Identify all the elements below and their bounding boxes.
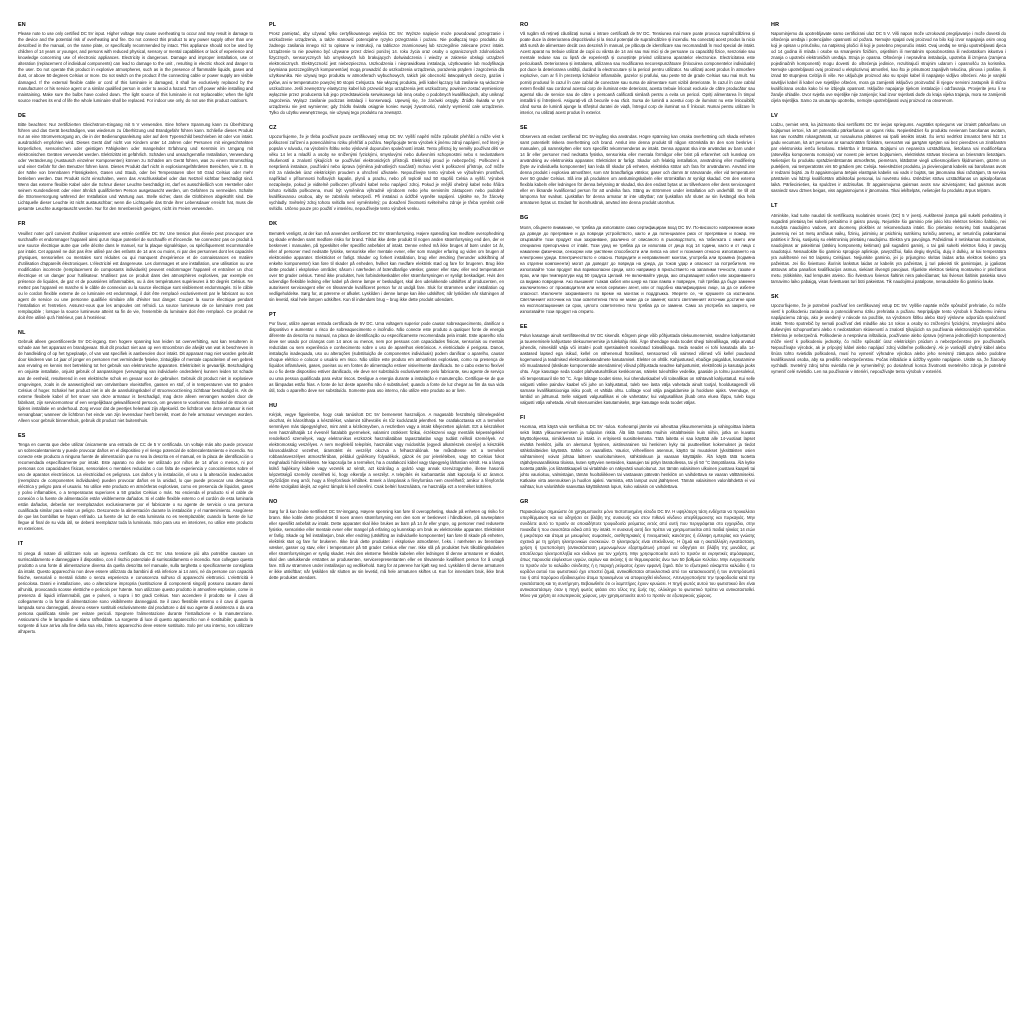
language-code-label: DE: [18, 112, 26, 119]
text-column-3: [520, 22, 755, 1014]
language-section-it: [18, 541, 253, 635]
language-section-gr: [520, 499, 755, 599]
language-section-hu: [269, 403, 504, 491]
language-section-no: [269, 499, 504, 581]
language-code-label: PL: [269, 22, 277, 28]
language-section-bg: [520, 215, 755, 315]
language-section-cz: [269, 125, 504, 213]
safety-paragraph: Por favor, utilize apenas entrada certificada de 5V DC. Uma voltagem superior pode causar sobreaquecimento, danificar o dispositivo e aumentar o risco de sobreaquecimento e incêndio. Não conecte este produto a qualquer fonte de energia diferente da descrita no manual, na placa de identificação ou especificamente recomendada pela intakt. Este aparelho não deve ser usado por crianças com 14 anos ou menos, nem por pessoas com capacidades físicas, sensoriais ou mentais reduzidas ou sem experiência e conhecimento sobre o uso de aparelhos eletrónicos. A eletricidade é perigosa. Danos, instalação inadequada, uso ou alterações (substituição de componentes individuais) podem danificar o aparelho, causar choque elétrico e colocar o usuário em risco. Não utilize este produto em atmosferas explosivas, como na presença de líquidos inflamáveis, gases, poeiras ou em fontes de alimentação estiver visivelmente danificado. Se o cabo externo flexível ou o fio deste dispositivo estiver danificado, ele deve ser substituído exclusivamente pelo fabricante, seu agente de serviço ou uma pessoa qualificada para evitar riscos. Desligue a energia durante a instalação e manutenção. Certifique-se de que as lâmpadas estão frias. A fonte de luz deste aparelho não é substituível; quando a fonte de luz chegar ao fim da sua vida útil, todo o aparelho deve ser substituído. Somente para uso interno, não utilize este produto ao ar livre.: [269, 321, 504, 393]
language-code-label: NL: [18, 330, 26, 337]
language-section-pl: [269, 22, 504, 116]
language-section-lt: [771, 203, 1006, 285]
language-section-dk: [269, 221, 504, 303]
language-section-ro: [520, 22, 755, 116]
language-code-label: CZ: [269, 124, 277, 131]
language-code-label: EE: [520, 324, 528, 331]
language-section-hr: [771, 22, 1006, 104]
language-section-pt: [269, 312, 504, 394]
language-code-label: LT: [771, 203, 778, 210]
safety-paragraph: Sørg for å kun bruke sertifisert DC 5V-inngang. Høyere spenning kan føre til overoppheting, skade på enheten og risiko for brann. Ikke koble dette produktet til noen annen strømforsyning enn den som er beskrevet i håndboken, på navneplaten eller spesifikt anbefalt av intakt. Dette apparatet skal ikke brukes av barn på 14 år eller yngre, og personer med reduserte fysiske, sensoriske eller mentale evner eller mangel på erfaring og kunnskap om bruk av elektroniske apparater. Elektrisitet er farlig. Skade og feil installasjon, bruk eller endring (utskifting av individuelle komponenter) kan føre til skade på enheten, elektrisk støt og fare for brukeren. Ikke bruk dette produktet i eksplosive atmosfærer, f.eks. i nærheten av brennbare væsker, gasser og støv, eller i temperaturer på 50 grader Celsius eller mer. Ikke slå på produktet hvis tilkoblingskabelen eller strømforsyningen er synlig skadet. Hvis den eksterne fleksible kabelen eller ledningen til denne armaturen er skadet, skal den utelukkende erstattes av produsenten, servicerepresentanten eller en tilsvarende kvalifisert person for å unngå fare. Slå av strømmen under installasjon og vedlikehold. Sørg for at pærene har kjølt seg ned. Lyskilden til denne armaturen er ikke utskiftbar; når lyskilden når slutten av sin levetid, må hele armaturen skiftes ut. Kun for innendørs bruk, ikke bruk dette produktet utendørs.: [269, 508, 504, 580]
language-code-label: BG: [520, 215, 529, 222]
language-section-ee: [520, 324, 755, 406]
safety-paragraph: Bemærk venligst, at der kun må anvendes certificeret DC 5V strømforsyning. Højere spænding kan medføre overophedning og skade enheden samt medføre risiko for brand. Tilslut ikke dette produkt til nogen anden strømforsyning end den, der er beskrevet i manualen, på typeskiltet eller specifikt anbefalet af intakt. Denne enhed må ikke bruges af børn under 14 år, eller af personer med nedsatte fysiske, sensoriske eller mentale evner, eller som mangler erfaring og viden om brugen af elektroniske apparater. Elektricitet er farligt. Skader og forkert installation, brug eller ændring (herunder udskiftning af enkelte komponenter) kan føre til skader på enheden, hvilket kan medføre elektrisk stød og fare for brugeren. Brug ikke dette produkt i eksplosive områder, såsom i nærheden af brændbarlige væsker, gasser eller støv, eller ved temperaturer over 50 grader celsius. Tænd ikke produktet, hvis forbindelseskablet eller strømforsyningen er synligt beskadiget. Hvis den udvendige fleksible ledning eller kabel på denne lampe er beskadiget, skal den udelukkende udskiftes af producenten, en autoriseret serviceagent eller en tilsvarende kvalificeret person for at undgå fare. Sluk for strømmen under installation og vedligeholdelse. Sørg for, at pærerne er afkølet. Lyskilden i denne lampe kan ikke udskiftes; når lyskilden når slutningen af sin levetid, skal hele lampen udskiftes. Kun til indendørs brug – brug ikke dette produkt udendørs.: [269, 230, 504, 302]
language-code-label: EN: [18, 22, 26, 28]
language-code-label: IT: [18, 541, 24, 548]
safety-paragraph: Kérjük, vegye figyelembe, hogy csak tanúsított DC 5V bemenetet használjon. A magasabb feszültség túlmelegedést okozhat, és károsíthatja a készüléket, valamint túlhevülés és tűz kockázatát jelentheti. Ne csatlakoztassa ezt a terméket semmilyen más tápegységhez, mint amit a kézikönyvben, a reszletben vagy a intakt kifejezetten ajánlott. Ezt a készüléket nem használhatják 14 évesnél fiatalabb gyermekek, valamint csökkent fizikai, érzékszervi vagy mentális képességekkel rendelkező személyek, vagy elektronikus eszközök használatában tapasztalatlan vagy tudást nélküli személyek. Az elektromosság veszélyes. A nem megfelelő telepítés, használat vagy módosítás (egyedi alkatrészek cseréje) a készülék károsodásához vezethet, áramütést és veszélyt okozva a felhasználónak. Ne működtesse ezt a terméket robbanásveszélyes atmoszférában, például gyúlékony folyadékok, gázok és por jelenlétében, vagy 50 Celsius fokot meghaladó hőmérsékleten. Ne kapcsolja be a terméket, ha a csatlakozó kábel vagy tápegység láthatóan sérült. Ha a lámpa külső hajlékony kábele vagy vezeték az sérült, azt kizárólag a gyártó vagy annak szervizügynöke, illetve hasonló képzettségű személy cserélheti ki, hogy elkerülje a veszélyt. A telepítés és karbantartás alatt kapcsolja ki az áramot. Győződjön meg arról, hogy a fényforrások lehűltek. Ennek a lámpának a fényforrása nem cserélhető; amikor a fényforrás elérte szolgálati idejét, az egész lámpát ki kell cserélni. Csak beltéri használatra, ne használja ezt a terméket kültéren.: [269, 411, 504, 490]
language-section-en: [18, 22, 253, 104]
text-column-2: [269, 22, 504, 1014]
safety-paragraph: Huomaa, että käytä vain sertifioitua DC 5V -tuloa. Korkeampi jännite voi aiheuttaa ylikuumenemista ja vahingoittaa laitetta sekä lisätä ylikuumenemisen ja tulipalon riskiä. Älä liitä tuotetta muihin virtalähteisiin kuin niihin, jotka on kuvattu käyttöohjeessa, nimikilvessä tai intakt. in erityisesti suosittelemana. Tätä laitetta ei saa käyttää alle 14-vuotiaat lapset eivätkä henkilöt, joilla on alentunut fyysinen, aistinvarainen tai henkinen kyky tai puutteelliset kokemukset ja tiedot sähkölaitteiden käytöstä. Sähkö on vaarallista. Vauriot, virheellinen asennus, käyttö tai muutokset (yksittäisten osien vaihtaminen) voivat johtaa laitteen vaurioitumiseen, sähköiskuun ja vaaraan käyttäjälle. Älä käytä tätä tuotetta räjähdysvaarallisissa tiloissa, kuten syttyvien nesteiden, kaasujen tai pölyn läsnäollessa, tai yli 50 °C lämpötilassa. Älä kytke tuotetta päälle, jos liitäntäkaapeli tai virtalähde on näkyvästi vaurioitunut. Jos tämän valaisimen ulkoinen joustava kaapeli tai johto vaurioituu, valmistajan, tämän huoltoliikkeen tai vastaavan pätevän henkilön on vaihdettava se vaaran välttämiseksi. Katkaise virta asennuksen ja huollon ajaksi. Varmista, että lamput ovat jäähtyneet. Tämän valaisimen valonlähdettä ei voi vaihtaa; kun valonlähde saavuttaa käyttöikänsä lopun, koko valaisin on vaihdettava.: [520, 423, 755, 490]
language-section-de: [18, 113, 253, 213]
language-code-label: PT: [269, 311, 277, 318]
safety-paragraph: Tenga en cuenta que debe utilizar únicamente una entrada de CC de 5 V certificada. Un voltaje más alto puede provocar un sobrecalentamiento y puede provocar daños en el dispositivo y el riesgo potencial de sobrecalentamiento e incendio. No conecte este producto a ninguna fuente de alimentación que no sea la descrita en el manual, en la placa de identificación o recomendada específicamente por intakt. Este aparato no debe ser utilizado por niños de 14 años o menos, ni por personas con capacidades físicas, sensoriales o mentales reducidas o con falta de experiencia y conocimientos sobre el uso de aparatos electrónicos. La electricidad es peligrosa. Los daños y la instalación, el uso o la alteración inadecuados (reemplazo de componentes individuales) pueden provocar daños en la unidad, lo que puede provocar una descarga eléctrica y peligro para el usuario. No utilice este producto en atmósferas explosivas, como en presencia de líquidos, gases y polvo inflamables, o a temperaturas superiores a 50 grados Celsius o más. No encienda el producto si el cable de conexión o la fuente de alimentación están visiblemente dañados. Si el cable flexible externo o el cordón de esta luminaria están dañados, deberán ser reemplazados exclusivamente por el fabricante o su agente de servicio o una persona cualificada similar para evitar un peligro. Desconecte la alimentación durante la instalación y el mantenimiento. Asegúrese de que las bombillas se hayan enfriado. La fuente de luz de esta luminaria no es reemplazable; cuando la fuente de luz llegue al final de su vida útil, se deberá reemplazar toda la luminaria. Solo para uso en interiores, no utilice este producto en exteriores.: [18, 442, 253, 532]
language-code-label: SK: [771, 293, 779, 300]
language-code-label: GR: [520, 499, 529, 506]
safety-paragraph: Prosz pamiętać, aby używać tylko certyfikowanego wejścia DC 5V. Wyższe napięcie może powodować przegrzanie i uszkodzenie urządzenia, a także stanowić potencjalne ryzyko przegrzania i pożaru. Nie podłączaj tego produktu do żadnego zasilania innego niż to opisane w instrukcji, na tabliczce znamionowej lub szczególnie zalecane przez intakt. Urządzenie to nie powinno być używane przez dzieci poniżej 14. roku życia oraz osoby o ograniczonych zdolnościach fizycznych, sensorycznych lub umysłowych lub brakujących doświadczenia i wiedzy w zakresie obsługi urządzeń elektronicznych. Elektryczność jest niebezpieczna. Uszkodzenia i nieprawidłowa instalacja, użytkowanie lub modyfikacja (wymiana poszczególnych komponentów) mogą prowadzić do uszkodzenia urządzenia, porażenia prądem i zagrożenia dla użytkownika. Nie używaj tego produktu w atmosferach wybuchowych, takich jak obecność łatwopalnych cieczy, gazów i pyłów, ani w temperaturze powyżej 50 stopni Celsjusza. Nie włączaj produktu, jeśli kabel łączący lub zasilanie są widocznie uszkodzone. Jeśli zewnętrzny elastyczny kabel lub przewód tego urządzenia jest uszkodzony, powinien zostać wymieniony wyłącznie przez producenta lub jego przedstawiciela serwisowego lub inną osobę o podobnych kwalifikacjach, aby uniknąć zagrożenia. Wyłącz zasilanie podczas instalacji i konserwacji. Upewnij się, że żarówki ostygły. Źródło światła w tym urządzeniu nie jest wymienne; gdy źródło światła osiągnie koniec swojej żywotności, należy wymienić całe urządzenie. Tylko do użytku wewnętrznego, nie używaj tego produktu na zewnątrz.: [269, 31, 504, 115]
language-section-nl: [18, 330, 253, 424]
language-code-label: HU: [269, 402, 278, 409]
language-code-label: NO: [269, 499, 278, 506]
safety-paragraph: Bitte beachten: Nur zertifizierten Gleichstrom-Eingang mit 5 V verwenden. Eine höhere Spannung kann zu Überhitzung führen und das Gerät beschädigen, was wiederum zu Überhitzung und Brandgefahr führen kann. Schließe dieses Produkt nur an eine Stromversorgung an, die in der Bedienungsanleitung oder auf dem Typenschild beschrieben ist oder von intakt. ausdrücklich empfohlen wird. Dieses Gerät darf nicht von Kindern unter 14 Jahren oder Personen mit eingeschränkten körperlichen, sensorischen oder geistigen Fähigkeiten oder mangelnder Erfahrung und Kenntnis im Umgang mit elektronischen Geräten verwendet werden. Elektrizität ist gefährlich. Schäden und unsachgemäße Installation, Verwendung oder Veränderung (Austausch einzelner Komponenten) können zu Schäden am Gerät führen, was zu einem Stromschlag und einer Gefahr für den Benutzer führen kann. Dieses Produkt darf nicht in explosionsgefährdeten Bereichen, wie z. B. in der Nähe von brennbaren Flüssigkeiten, Gasen und Staub, oder bei Temperaturen über 50 Grad Celsius oder mehr betrieben werden. Das Produkt nicht einschalten, wenn das Anschlusskabel oder das Netzteil sichtbar beschädigt sind. Wenn das externe flexible Kabel oder die Schnur dieser Leuchte beschädigt ist, darf es ausschließlich vom Hersteller oder seinem Kundendienst oder einer ähnlich qualifizierten Person ausgetauscht werden, um Gefahren zu vermeiden. Schalte die Stromversorgung während der Installation und Wartung aus. Stelle sicher, dass die Glühbirnen abgekühlt sind. Die Lichtquelle dieser Leuchte ist nicht austauschbar; wenn die Lichtquelle das Ende ihrer Lebensdauer erreicht hat, muss die gesamte Leuchte ausgetauscht werden. Nur für den Innenbereich geeignet, nicht im Freien verwenden.: [18, 121, 253, 212]
safety-paragraph: Lūdzu, ņemiet vērā, ka jāizmanto tikai sertificēts DC 5V ieejas spriegums. Augstāks spriegums var izraisīt pārkaršanu un bojājumus ierīcei, kā arī potenciālu pārkaršanas un uguns risku. Nepieslēdziet šo produktu nevienam barošanas avotam, kas nav norādīts rokasgrāmatā, uz nosaukuma plāksnes vai īpaši ieteikts intakt. Šo ierīci nedrīkst izmantot bērni līdz 14 gadu vecumam, kā arī personas ar samazinātām fiziskām, sensorām vai garīgām spējām vai bez pieredzes un zināšanām par elektronisko ierīču lietošanu. Elektrība ir bīstama. Bojājumi un nepareiza uzstādīšana, lietošana vai modificēšana (atsevišķu komponentu nomaiņa) var novest pie ierīces bojājumiem, elektriskās strāvas trieciena un briesmām lietotājam. Nelietojiet šo produktu sprādzienbīstamās atmosfērās, piemēram, klātbūtnē viegli uzliesmojošiem šķidrumiem, gāzēm un putekļiem, vai temperatūrās virs 50 grādiem pēc Celsija. Neieslēdziet produktu, ja pievienojamā kabelis vai barošanas avots ir redzami bojāti. Ja šī apgaismojuma ārējais elastīgais kabelis vai vads ir bojāts, tas jānomaina tikai ražotājam, tā servisa pārstāvim vai līdzīgi kvalificētām atbilstošai personai, lai novērstu risku. Izslēdziet strāvu uzstādīšanas un apkalpošanas laikā. Pārliecinieties, ka spuldzes ir atdzisušas. Šī apgaismojuma gaismas avots nav aizvietojams; kad gaismas avots sasniedz savu dzīves beigas, viss apgaismojums ir jānomaina. Tikai iekštelpās, nelietojiet šo produktu ārpus telpām.: [771, 121, 1006, 194]
language-code-label: HR: [771, 22, 780, 28]
language-code-label: RO: [520, 22, 529, 28]
language-code-label: SE: [520, 124, 528, 131]
text-column-1: [18, 22, 253, 1014]
language-code-label: ES: [18, 432, 26, 439]
safety-paragraph: Upozorňujeme, že je potrebné používať len certifikovaný vstup DC 5V. Vyššie napätie môže spôsobiť prehriatie, čo môže viesť k poškodeniu zariadenia a potenciálnemu riziku prehriatia a požiaru. Nepripájajte tento výrobok k žiadnemu inému napájaciemu zdroju, ako je uvedený v návode na použitie, na výrobnom štítku alebo ktorý výslovne odporúča spoločnosť intakt. Tento spotrebič by nemali používať deti mladšie ako 14 rokov a osoby so zníženými fyzickými, zmyslovými alebo duševnými schopnosťami alebo s nedostatkom skúseností a znalostí týkajúcich sa používania elektronických spotrebičov. Elektrina je nebezpečná. Poškodenie a nesprávna inštalácia, používanie alebo úprava (výmena jednotlivých komponentov) môže viesť k poškodeniu jednotky, čo môže spôsobiť úraz elektrickým prúdom a nebezpečenstvo pre používateľa. Nepoužívajte výrobok, ak je prípojný kábel alebo napájací zdroj viditeľne poškodený. Ak je vonkajší ohybný kábel alebo šnúra tohto svietidla poškodená, musí ho vymeniť výhradne výrobca alebo jeho servisný zástupca alebo podobne kvalifikovaná osoba, aby sa predišlo nebezpečenstvu. Počas inštalácie a údržby vypnite napájanie. Uistite sa, že žiarovky vychladli. Svetelný zdroj tohto svietidla nie je vymeniteľný; po dosiahnutí konca životnosti svetelného zdroja je potrebné vymeniť celé svietidlo. Len na používanie v interiéri, nepoužívajte tento výrobok v exteriéri.: [771, 303, 1006, 375]
safety-paragraph: Atminkite, kad turite naudoti tik sertifikuotą nuolatinės srovės (DC) 5 V įvestį. Aukštesnė įtampa gali sukelti perkaitimą ir sugadinti prietaisą bei sukelti perkaitimo ir gaisro pavojų. Nejunkite šio gaminio prie jokio kito elektros tiekimo šaltinio, nei nurodyta naudojimo vadove, ant duomenų plokštės ar rekomenduota intakt. Šio prietaiso neturėtų būti naudojamas jaunesnių nei 14 metų amžiaus vaikų, fizinių, jutiminių ar psichinių sutrikimų turinčių asmenų, ar neturinčių pakankamai patirties ir žinių, susijusių su elektroninių prietaisų naudojimu. Elektra yra pavojinga. Pažeidimai ir netinkamas montavimas, naudojimas ar pakeitimai (atskirų komponentų keitimas) gali sugadinti gaminį, o tai gali sukelti elektros šoką ir pavojų naudotojui. Nenaudokite šio gaminio sprogioje aplinkoje, pavyzdžiui, šalia degių skysčių, dujų ir dulkių, ar kai temperatūra yra aukštesnė nei 50 laipsnių Celsijaus. Neįjunkite gaminio, jei jo prijungimo skritas laidas arba elektros tiekimo yra pažeistas. Jei šio šviestuvo išorinis lankstus laidas ar kabelis yra pažeistas, jį turi pakeisti tik gamintojas, jo įgaliotas atstovas arba panašios kvalifikacijos asmuo, siekiant išvengti pavojaus. Išjunkite elektros tiekimą montavimo ir priežiūros metu. Įsitikinkite, kad lemputės atvėso. Šio šviestuvo šviesos šaltinis nėra pakeičiamas; kai šviesos šaltinis pasiekia savo tarnavimo laiko pabaigą, visas šviestuvas turi būti pakeistas. Tik naudojimui patalpose, nenaudokite šio gaminio lauke.: [771, 212, 1006, 284]
language-code-label: DK: [269, 221, 278, 228]
language-section-lv: [771, 113, 1006, 195]
language-code-label: FR: [18, 221, 26, 228]
safety-paragraph: Vă rugăm să rețineți căutilizați numai o intrare certificată de 5V DC. Tensiunea mai mare poate provoca supraîncălzirea și poate duce la deteriorarea dispozitivului și la riscul potențial de supraîncălzire și incendiu. Nu conectați acest produs la nicio altă sursă de alimentare decât cea descrisă în manual, pe plăcuța de identificare sau recomandată în mod special de intakt. Acest aparat nu trebuie utilizat de copii cu vârsta de 14 ani sau mai mici și de persoane cu capacități fizice, senzoriale sau mentale reduse sau cu lipsă de experiență și cunoștințe privind utilizarea aparatelor electronice. Electricitatea este periculoasă. Deteriorarea și instalarea, utilizarea sau modificarea necorespunzătoare (înlocuirea componentelor individuale) pot duce la deteriorarea unității, ducând la electrocutare și la pericol pentru utilizator. Nu utilizați acest produs în atmosfere explozive, cum ar fi în prezența lichidelor inflamabile, gazelor și prafului, sau peste 50 de grade Celsius sau mai mult. Nu porniți produsul în cazul în care cablul de conectare sau sursa de alimentare sunt vizibil deteriorate. În cazul în care cablul extern flexibil sau cordonul acestui corp de iluminat este deteriorat, acesta trebuie înlocuit exclusiv de către producător sau agentul său de service sau de către o persoană calificată similară pentru a evita un pericol. Opriți alimentarea în timpul instalării și întreținerii. Asigurați-vă că becurile s-au răcit. Sursa de lumină a acestui corp de iluminat nu este înlocuibilă; când sursa de lumină ajunge la sfârșitul duratei de viață, întregul corp de iluminat va fi înlocuit. Numai pentru utilizare în interior, nu utilizați acest produs în exterior.: [520, 31, 755, 115]
safety-paragraph: Παρακαλούμε σημειώστε ότι χρησιμοποιείτε μόνο πιστοποιημένη είσοδο DC 5V. Η υψηλότερη τάση ενδέχεται να προκαλέσει υπερθέρμανση και να οδηγήσει σε βλάβη της συσκευής και στον πιθανό κίνδυνο υπερθέρμανσης και πυρκαγιάς. Μην συνδέετε αυτό το προϊόν σε οποιαδήποτε τροφοδοσία ρεύματος εκτός από αυτή που περιγράφεται στο εγχειρίδιο, στην πινακίδα ή που συνιστάται ειδικά από την intakt. Η συσκευή αυτή δεν πρέπει να χρησιμοποιείται από παιδιά ηλικίας 14 ετών ή μικρότερα και άτομα με μειωμένες σωματικές, αισθητηριακές ή πνευματικές ικανότητες ή έλλειψη εμπειρίας και γνώσης σχετικά με τη χρήση ηλεκτρονικών συσκευών. Ο ηλεκτρισμός είναι επικίνδυνος. Η ζημιά και η ακατάλληλη εγκατάσταση, χρήση ή τροποποίηση (αντικατάσταση μεμονωμένων εξαρτημάτων) μπορεί να οδηγήσει σε βλάβη της μονάδας, με αποτέλεσμα ηλεκτροπληξία και κίνδυνο για τον χρήστη. Μην χρησιμοποιείτε αυτό το προϊόν σε εκρηκτικές ατμόσφαιρες, όπως παρουσία εύφλεκτων υγρών, αερίων και σκόνης ή σε θερμοκρασίες άνω των 50 βαθμών Κελσίου. Μην ενεργοποιείτε το προϊόν εάν το καλώδιο σύνδεσης ή η παροχή ρεύματος έχουν εμφανή ζημιά. Εάν το εξωτερικό εύκαμπτο καλώδιο ή το κορδόνι αυτού του φωτιστικού έχει υποστεί ζημιά, αντικαθίσταται αποκλειστικά από τον κατασκευαστή ή τον αντιπρόσωπό του ή από παρόμοιο εξειδικευμένο άτομο προκειμένου να αποφευχθεί κίνδυνος. Απενεργοποιήστε την τροφοδοσία κατά την εγκατάσταση και τη συντήρηση. Βεβαιωθείτε ότι οι λαμπτήρες έχουν κρυώσει. Η πηγή φωτός αυτού του φωτιστικού δεν είναι αντικαταστάσιμη· όταν η πηγή φωτός φτάσει στο τέλος της ζωής της, ολόκληρο το φωτιστικό πρέπει να αντικατασταθεί. Μόνο για χρήση σε εσωτερικούς χώρους, μην χρησιμοποιείτε αυτό το προϊόν σε εξωτερικούς χώρους.: [520, 508, 755, 598]
safety-paragraph: Please note to use only certified DC 5V input. Higher voltage may cause overheating to occur and may result in damage to the device and the potential risk of overheating and fire. Do not connect this product to any power supply other than one described in the manual, on the name plate, or specifically recommended by intact. This appliance should not be used by children of 14 years or younger, and persons with reduced physical, sensory or mental capabilities or lack of experience and knowledge concerning use of electronic appliances. Electricity is dangerous. Damage and improper installation, use or alteration (replacement of individual components) can lead to damage to the unit , resulting in electric shock and danger to the user. Do not operate this product in explosive atmospheres, such as in the presence of flammable liquids, gases and dust, or above 50 degrees Celsius or more. Do not switch on the product if the connecting cable or power supply are visible damaged. If the external flexible cable or cord of this luminaire is damaged, it shall be exclusively replaced by the manufacturer or his service agent or a similar qualified person in order to avoid a hazard. Turn off power while installing and maintaining. Make sure the bulbs have cooled down. The light source of this luminaire is not replaceable; when the light source reaches its end of life the whole luminaire shall be replaced. For indoor use only, do not use this product outdoors.: [18, 31, 253, 103]
safety-paragraph: Gebruik alleen gecertificeerde 5V DC-ingang. Een hogere spanning kan leiden tot oververhitting, wat kan resulteren in schade aan het apparaat en brandgevaar. Sluit dit product niet aan op een stroombron die afwijkt van wat is beschreven in de handleiding of op het typeplaatje, of van wat specifiek is aanbevolen door intakt. Dit apparaat mag niet worden gebruikt door kinderen van 14 jaar of jonger en personen met verminderde fysieke, zintuiglijke of mentale capaciteiten of een gebrek aan ervaring en kennis met betrekking tot het gebruik van elektronische apparaten. Elektriciteit is gevaarlijk. Beschadiging en onjuiste installatie, onjuist gebruik of aanpassingen (vervanging van individuele onderdelen) kunnen leiden tot schade aan de eenheid, resulterend in een elektrische schok en gevaar voor de gebruiker. Gebruik dit product niet in explosieve omgevingen, zoals in de aanwezigheid van ontvlambare vloeistoffen, gassen en stof, of in temperaturen van 50 graden Celsius of hoger. Schakel het product niet in als de aansluitingskabel of stroomvoorziening zichtbaar beschadigd is. Als de externe flexibele kabel of het snoer van deze armatuur is beschadigd, mag deze alleen vervangen worden door de fabrikant, zijn servicemonteur of een vergelijkbaar gekwalificeerd persoon, om gevaren te voorkomen. Schakel de stroom uit tijdens installatie en onderhoud. Zorg ervoor dat de peertjes helemaal zijn afgekoeld. De lichtbron van deze armatuur is niet vervangbaar; wanneer de lichtbron het einde van zijn levensduur heeft bereikt, moet de hele armatuur vervangen worden. Alleen voor gebruik binnenshuis, gebruik dit product niet buitenshuis.: [18, 339, 253, 423]
language-section-es: [18, 433, 253, 533]
language-section-sk: [771, 294, 1006, 376]
language-code-label: LV: [771, 112, 778, 119]
safety-paragraph: Upozorňujeme, že je třeba používat pouze certifikovaný vstup DC 5V. Vyšší napětí může způsobit přehřátí a může vést k poškození zařízení a potenciálnímu riziku přehřátí a požáru. Nepřipojujte tento výrobek k jinému zdroji napájení, než který je popsán v návodu, na výrobním štítku nebo výslovně doporučen společností intakt. Tento přístroj by neměly používat děti ve věku 14 let a mladší a osoby se sníženými fyzickými, smyslovými nebo duševními schopnostmi nebo s nedostatkem zkušeností a znalostí týkajících se používání elektronických přístrojů. Elektrický proud je nebezpečný. Poškození a nesprávná instalace, používání nebo úprava (výměna jednotlivých součástí) mohou vést k poškození přístroje, což může mít za následek úraz elektrickým proudem a ohrožení uživatele. Nepoužívejte tento výrobek ve výbušném prostředí, například v přítomnosti hořlavých kapalin, plynů a prachu, nebo při teplotě nad 50 stupňů Celsia a vyšší. Výrobek nezapínejte, pokud je viditelně poškozen přívodní kabel nebo napájecí zdroj. Pokud je vnější ohebný kabel nebo šňůra tohoto svítidla poškozena, musí být vyměněna výhradně výrobcem nebo jeho servisním zástupcem nebo podobně kvalifikovanou osobou, aby se zabránilo nebezpečí. Při instalaci a údržbě vypněte napájení. Ujistěte se, že žárovky vychladly. Světelný zdroj tohoto svítidla není vyměnitelný; po dosažení životnosti světelného zdroje je třeba vyměnit celé svítidlo. Určeno pouze pro použití v interiéru, nepoužívejte tento výrobek venku.: [269, 133, 504, 212]
safety-paragraph: Napominjemo da upotrebljavate samo certificirani ulaz DC 5 V. Viši napon može uzrokovati pregrijavanje i može dovesti do oštećenja uređaja i potencijalne opasnosti od požara. Nemojte spajati ovaj proizvod na bilo koji izvor napajanja osim onog koji je opisan u priručniku, na natpisnoj pločici ili koji je posebno preporučio intakt. Ovaj uređaj ne smiju upotrebljavati djeca od 14 godina ili mlađa i osobe sa smanjenim fizičkim, osjetilnim ili mentalnim sposobnostima ili nedostatkom iskustva i znanja o upotrebi elektroničkih uređaja. Struja je opasna. Oštećenje i nepravilna instalacija, upotreba ili izmjena (zamjena pojedinačnih komponenti) mogu dovesti do oštećenja jedinice, rezultirajući strujnim udarom i opasnošću za korisnika. Nemojte upotrebljavati ovaj proizvod u eksplozivnoj atmosferi, kao što je prisutnost zapaljivih tekućina, plinova i prašine, ili iznad 50 stupnjeva Celzija ili više. Ne uključujte proizvod ako su spojni kabel ili napajanje vidljivo oštećeni. Ako je vanjski savitljivi kabel ili kabel ove svjetiljke oštećen, mora ga zamijeniti isključivo proizvođač ili njegov servisni zastupnik ili slično kvalificirana osoba kako bi se izbjegla opasnost. Isključite napajanje tijekom instalacije i održavanja. Provjerite jesu li se žarulje ohladile. Izvor svjetla ove svjetiljke nije zamjenjiv; kad izvor svjetlosti dođe do kraja vijeka trajanja, mora se zamijeniti cijela svjetiljka. Samo za unutarnju upotrebu, nemojte upotrebljavati ovaj proizvod na otvorenom.: [771, 31, 1006, 103]
language-code-label: FI: [520, 414, 526, 421]
text-column-4: [771, 22, 1006, 1014]
safety-paragraph: Observera att endast certifierad DC 5V-ingång ska användas. Högre spänning kan orsaka överhettning och skada enheten samt potentiellt riskera överhettning och brand. Anslut inte denna produkt till någon strömkälla än den som beskrivs i manualen, på namnskylten eller som specifikt rekommenderas av intakt. Denna apparat ska inte användas av barn under 14 år eller personer med nedsatta fysiska, sensoriska eller mentala förmågor eller brist på erfarenhet och kunskap om användning av elektroniska apparater. Elektricitet är farligt. Skador och felaktig installation, användning eller modifiering (byte av individuella komponenter) kan leda till skador på enheten, elektriska stötar och fara för användaren. Använd inte denna produkt i explosiva atmosfärer, som när brandfarliga vätskor, gaser och damm är närvarande, eller vid temperaturer över 50 grader Celsius. Slå inte på produkten om anslutningskabeln eller strömkällan är synligt skadad. Om den externa flexibla kabeln eller ledningen för denna belysning är skadad, ska den endast bytas ut av tillverkaren eller dess serviceagent eller en liknande kvalificerad person för att undvika fara. Stäng av strömmen under installation och underhåll. Se till att lamporna har svalnat. Ljuskällan för denna armatur är inte utbytbar; när ljuskällan når slutet av sin livslängd ska hela armaturen bytas ut. Endast för inomhusbruk, använd inte denna produkt utomhus.: [520, 133, 755, 206]
safety-paragraph: Моля, обърнете внимание, че трябва да използвате само сертифициран вход DC 5V. По-високото напрежение може да доведе до прегряване и да повреди устройството, както и да потенциален риск от прегряване и пожар. Не свързвайте този продукт към захранване, различно от описаното в ръководството, на табелката с името или специално препоръчано от intakt. Този уред не трябва да се използва от деца под 14 години, както и от лица с намалени физически, сензорни или умствени способности или липса на опит и познания относно използването на електронни уреди. Електричеството е опасно. Повредите и неправилният монтаж, употреба или промяна (подмяна на отделни компоненти) могат да доведат до повреда на уреда, до токов удар и опасност за потребителя. Не използвайте този продукт във взривоопасни среди, като например в присъствието на запалими течности, газове и прах, или при температури над 50 градуса Целзий. Не включвайте уреда, ако свързващият кабел или захранването са видимо повредени. Ако външният гъвкав кабел или шнур на тази лампа е повреден, той трябва да бъде заменен изключително от производителя или негов сервизен агент, или от подобно квалифицирано лице, за да се избегне опасност. Изключете захранването по време на монтаж и поддръжка. Уверете се, че крушките са изстинали. Светлинният източник на тази осветителна тяло не може да се заменя; когато светлинният източник достигне края на експлоатационния си срок, цялото осветително тяло трябва да се замени. Само за употреба на закрито, не използвайте този продукт на открито.: [520, 224, 755, 314]
language-section-se: [520, 125, 755, 207]
safety-paragraph: Si prega di notare di utilizzare solo un ingresso certificato da CC 5V. Una tensione più alta potrebbe causare un surriscaldamento e danneggiare il dispositivo, con il rischio potenziale di surriscaldamento e incendio. Non collegare questo prodotto a una fonte di alimentazione diversa da quella descritta nel manuale, sulla targhetta o specificamente consigliata da intakt. Questo apparecchio non deve essere utilizzato da bambini di età inferiore ai 14 anni, né da persone con capacità fisiche, sensoriali o mentali ridotte o senza esperienza e conoscenza sull'uso di apparecchi elettronici. L'elettricità è pericolosa. Danni e installazione, uso o alterazione impropria (sostituzione di componenti singoli) possono causare danni all'unità, provocando scosse elettriche e pericolo per l'utente. Non utilizzare questo prodotto in atmosfere esplosive, come in presenza di liquidi infiammabili, gas e polveri, o sopra i 50 gradi Celsius. Non accendere il prodotto se il cavo di collegamento o la fonte di alimentazione sono visibilmente danneggiati. Se il cavo flessibile esterno o il cavo di questa lampada sono danneggiati, devono essere sostituiti esclusivamente dal produttore o dal suo agente di assistenza o da una persona qualificata simile per evitare pericoli. Spegnere l'alimentazione durante l'installazione e la manutenzione. Assicurarsi che le lampadine si siano raffreddate. La sorgente di luce di questo apparecchio non è sostituibile; quando la sorgente di luce arriva alla fine della sua vita, l'intero apparecchio deve essere sostituito. Solo per uso interno, non utilizzare all'aperto.: [18, 550, 253, 635]
language-section-fi: [520, 415, 755, 491]
safety-paragraph: Veuillez noter qu'il convient d'utiliser uniquement une entrée certifiée DC 5V. Une tension plus élevée peut provoquer une surchauffe et endommager l'appareil ainsi qu'un risque potentiel de surchauffe et d'incendie. Ne connectez pas ce produit à une source électrique autre que celle décrite dans le manuel, sur la plaque signalétique, ou spécifiquement recommandée par intakt. Cet appareil ne doit pas être utilisé par des enfants de 14 ans ou moins, ni par des personnes dont les capacités physiques, sensorielles ou mentales sont réduites ou qui manquent d'expérience et de connaissances en matière d'utilisation d'appareils électroniques. L'électricité est dangereuse. Les dommages et une installation, une utilisation ou une modification incorrecte (remplacement de composants individuels) peuvent endommager l'appareil et entraîner un choc électrique et un danger pour l'utilisateur. N'utilisez pas ce produit dans des atmosphères explosives, par exemple en présence de liquides, de gaz et de poussières inflammables, ou à des températures supérieures à 50 degrés Celsius. Ne mettez pas l'appareil en marche si le câble de connexion ou la source électrique sont visiblement endommagés. Si le câble ou le cordon flexible externe de ce luminaire est endommagé, il doit être remplacé exclusivement par le fabricant ou son agent de service ou une personne qualifiée similaire afin d'éviter tout danger. Coupez la source électrique pendant l'installation et l'entretien. Assurez-vous que les ampoules ont refroidi. La source lumineuse de ce luminaire n'est pas remplaçable ; lorsque la source lumineuse atteint sa fin de vie, l'ensemble du luminaire doit être remplacé. Ce produit ne doit être utilisé qu'à l'intérieur, pas à l'extérieur.: [18, 230, 253, 321]
safety-paragraph: Palun kasutage ainult sertifitseeritud 5V DC sisendit. Kõrgem pinge võib põhjustada ülekuumenemist, seadme kahjustamist ja tuuenemisele kahjustuse ülekuumenemise ja tulekahju riski. Ärge ühendage seda toodet ühegi toiteallikaga, välja arvatud juhendis, nimesildil välja või intakt-i poolt spetsiaalselt soovitatud toiteallikaga. Seda seadet ei tohi kasutada alla 14-aastased lapsed ega isikud, kellel on vähenenud füüsilised, sensoorsed või vaimsed võimed või kellel puuduvad kogemused ja teadmised elektroonikaseadmete kasutamisel. Elekter on ohtlik. Kahjustused, ebaõige paigaldus, kasutamine või muudatused (üksikute komponentide asendamine) võivad põhjustada seadme kahjustumist, elektrilööki ja kasutaja jaoks ohtu. Ärge kasutage seda toodet plahvatusohtlikus keskkonnas, näiteks tuleohtlike vedelike, gaaside ja tolmu juuresolekul, või temperatuuril üle 50 °C. Ärge lülitage toodet sisse, kui ühenduskaabel või toiteallikas on nähtavalt kahjustatud. Kui selle valgusti väline painduv kaabel või juhe on kahjustatud, tuleb see lasta välja vahetada ainult tootjal, hooldusagendil või sarnase kvalifikatsiooniga isiku poolt, et vältida ohtu. Lülitage vool välja paigaldamise ja hoolduse ajaks. Veenduge, et lambid on jahtunud. Selle valgusti valgusallikas ei ole vahetatav; kui valgusallikas jõuab oma eluea lõppu, tuleb kogu valgusti välja vahetada. Ainult siseruumides kasutamiseks, ärge kasutage seda toodet väljas.: [520, 333, 755, 405]
language-section-fr: [18, 221, 253, 321]
